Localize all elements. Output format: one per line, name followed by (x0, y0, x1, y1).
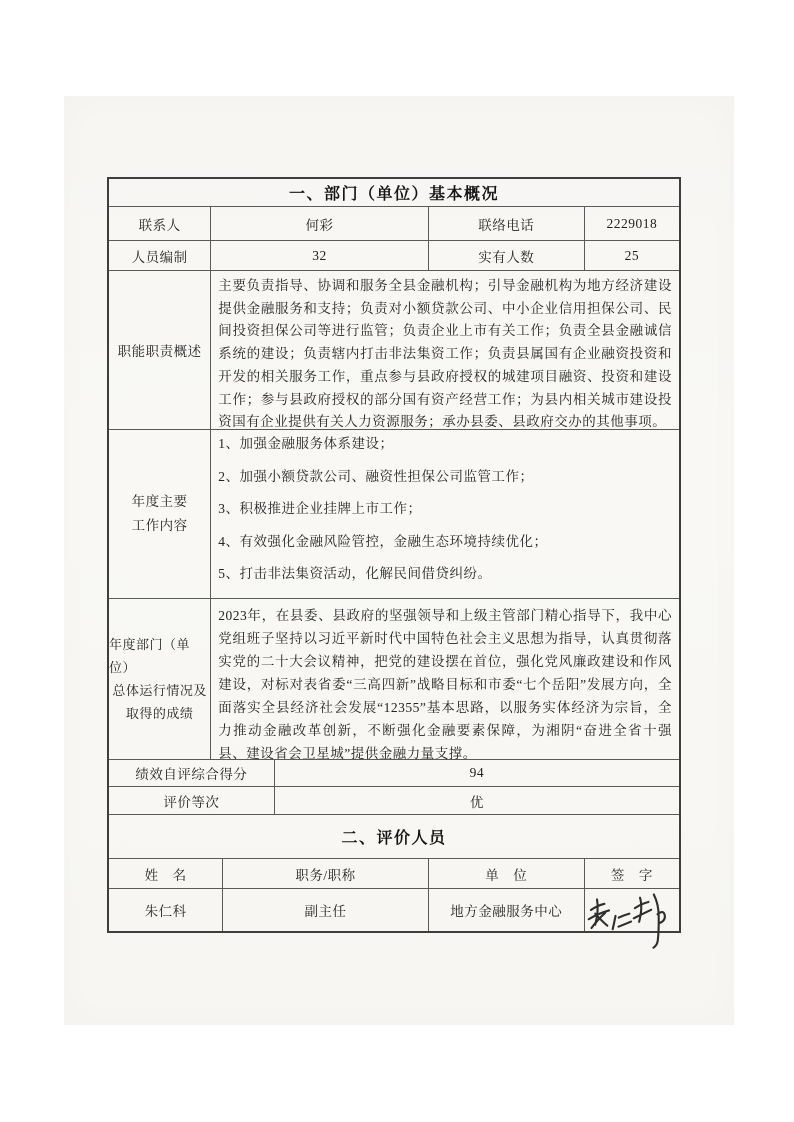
score-label: 绩效自评综合得分 (109, 760, 275, 786)
annual-work-item: 5、打击非法集资活动，化解民间借贷纠纷。 (218, 566, 492, 581)
evaluator-name: 朱仁科 (109, 889, 223, 931)
annual-work-label: 年度主要 工作内容 (131, 494, 188, 533)
annual-work-item: 2、加强小额贷款公司、融资性担保公司监管工作； (218, 468, 534, 484)
section2-title: 二、评价人员 (341, 830, 447, 847)
personnel-header-unit: 单 位 (429, 859, 585, 888)
annual-work-item: 3、积极推进企业挂牌上市工作； (218, 501, 422, 516)
evaluator-unit: 地方金融服务中心 (429, 889, 585, 931)
contact-row (109, 207, 679, 241)
contact-value: 何彩 (211, 207, 428, 240)
annual-summary-row (109, 599, 679, 760)
phone-value: 2229018 (606, 215, 658, 231)
annual-work-item: 4、有效强化金融风险管控，金融生态环境持续优化； (218, 533, 548, 549)
evaluation-form-table (107, 177, 681, 933)
personnel-header-signature: 签 字 (610, 867, 653, 883)
annual-summary-text: 2023年，在县委、县政府的坚强领导和上级主管部门精心指导下，我中心党组班子坚持以习近平新时代中国特色社会主义思想为指导，认真贯彻落实党的二十大会议精神，把党的建设摆在首位，强化党风廉政建设和作风建设，对标对表省委“三高四新”战略目标和市委“七个岳阳”发展方向，全面落实全县经济社会发展“12355”基本思路，以服务实体经济为宗旨，全力推动金融改革创新，不断强化金融要素保障，为湘阴“奋进全省十强县、建设省会卫星城”提供金融力量支撑。 (218, 608, 672, 761)
staffing-value: 32 (211, 241, 428, 270)
score-row (109, 760, 679, 787)
annual-summary-label: 年度部门（单位） 总体运行情况及 取得的成绩 (109, 637, 207, 721)
annual-work-list (211, 430, 679, 598)
duty-overview-label: 职能职责概述 (109, 271, 211, 429)
staffing-row (109, 241, 679, 271)
duty-overview-text: 主要负责指导、协调和服务全县金融机构；引导金融机构为地方经济建设提供金融服务和支持；负责对小额贷款公司、中小企业信用担保公司、民间投资担保公司等进行监管；负责企业上市有关工作；负责全县金融诚信系统的建设；负责辖内打击非法集资工作；负责县属国有企业融资投资和开发的相关服务工作，重点参与县政府授权的城建项目融资、投资和建设工作；参与县政府授权的部分国有资产经营工作；为县内相关城市建设投资国有企业提供有关人力资源服务；承办县委、县政府交办的其他事项。 (218, 278, 672, 430)
grade-value: 优 (469, 794, 484, 810)
headcount-label: 实有人数 (429, 241, 585, 270)
grade-label: 评价等次 (109, 787, 275, 814)
annual-work-item: 1、加强金融服务体系建设； (218, 436, 394, 451)
evaluator-title: 副主任 (223, 889, 429, 931)
headcount-value: 25 (624, 247, 640, 263)
section1-title: 一、部门（单位）基本概况 (288, 186, 499, 203)
phone-label: 联络电话 (429, 207, 585, 240)
staffing-label: 人员编制 (109, 241, 211, 270)
personnel-data-row (109, 889, 679, 931)
duty-overview-row (109, 271, 679, 430)
signature-handwriting (583, 888, 668, 955)
duty-overview-text-cell (211, 271, 679, 429)
annual-work-row (109, 430, 679, 599)
score-value: 94 (469, 765, 485, 780)
contact-label: 联系人 (109, 207, 211, 240)
personnel-header-name: 姓 名 (109, 859, 223, 888)
evaluator-signature-cell (585, 889, 679, 931)
section2-header-row (109, 815, 679, 859)
annual-summary-text-cell (211, 599, 679, 759)
section1-header-row (109, 179, 679, 207)
personnel-header-row (109, 859, 679, 889)
personnel-header-title: 职务/职称 (223, 859, 429, 888)
grade-row (109, 787, 679, 815)
